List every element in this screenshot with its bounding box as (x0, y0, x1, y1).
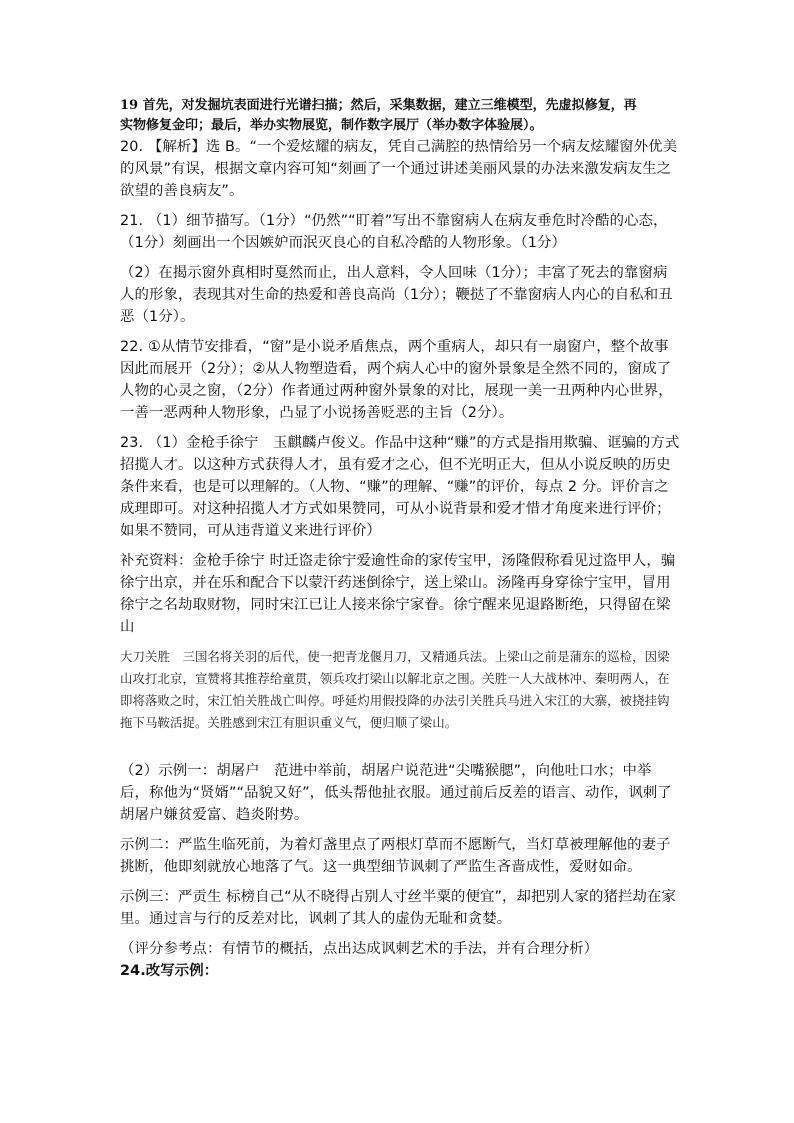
answer-document (120, 96, 680, 982)
answer-19 (120, 96, 680, 136)
scoring-note: （评分参考点：有情节的概括，点出达成讽刺艺术的手法，并有合理分析） (120, 941, 599, 957)
answer-21-part-2: （2）在揭示窗外真相时戛然而止，出人意料，令人回味（1分）；丰富了死去的靠窗病人的形象，表现其对生命的热爱和善良高尚（1分）；鞭挞了不靠窗病人内心的自私和丑恶（1分）。 (120, 265, 673, 325)
answer-20: 20. 【解析】选 B。“一个爱炫耀的病友，凭自己满腔的热情给另一个病友炫耀窗外优美的风景”有误，根据文章内容可知“刻画了一个通过讲述美丽风景的办法来激发病友生之欲望的善良病友”。 (120, 139, 678, 199)
answer-23-part-2: （2）示例一：胡屠户 范进中举前，胡屠户说范进“尖嘴猴腮”，向他吐口水；中举后，称他为“贤婿”“品貌又好”，低头帮他扯衣服。通过前后反差的语言、动作，讽刺了胡屠户嫌贫爱富、趋炎附势。 (120, 763, 672, 823)
example-3: 示例三：严贡生 标榜自己“从不晓得占别人寸丝半粟的便宜”，却把别人家的猪拦劫在家里。通过言与行的反差对比，讽刺了其人的虚伪无耻和贪婪。 (120, 889, 676, 927)
answer-21-part-1: 21. （1）细节描写。（1分）“仍然”“盯着”写出不靠窗病人在病友垂危时冷酷的心态，（1分）刻画出一个因嫉妒而泯灭良心的自私冷酷的人物形象。（1分） (120, 213, 668, 251)
answer-19-line-2: 实物修复金印；最后，举办实物展览，制作数字展厅（举办数字体验展）。 (120, 118, 543, 133)
supplement-guan-sheng: 大刀关胜 三国名将关羽的后代，使一把青龙偃月刀，又精通兵法。上梁山之前是蒲东的巡检，因梁山攻打北京，宣赞将其推荐给童贯，领兵攻打梁山以解北京之围。关胜一人大战林冲、秦明两人，在即将落败之时，宋江怕关胜战亡叫停。呼延灼用假投降的办法引关胜兵马进入宋江的大寨，被挠挂钩拖下马鞍活捉。关胜感到宋江有胆识重义气，便归顺了梁山。 (120, 649, 670, 730)
answer-24-heading: 24.改写示例： (120, 963, 219, 979)
answer-23-part-1: 23. （1）金枪手徐宁 玉麒麟卢俊义。作品中这种“赚”的方式是指用欺骗、诓骗的方式招揽人才。以这种方式获得人才，虽有爱才之心，但不光明正大，但从小说反映的历史条件来看，也是可以理解的。（人物、“赚”的理解、“赚”的评价，每点 2 分。评价言之成理即可。对这种招揽人才方式如果赞同，可从小说背景和爱才惜才角度来进行评价；如果不赞同，可从违背道义来进行评价） (120, 435, 680, 539)
answer-22: 22. ①从情节安排看，“窗”是小说矛盾焦点，两个重病人，却只有一扇窗户，整个故事因此而展开（2分）；②从人物塑造看，两个病人心中的窗外景象是全然不同的，窗成了人物的心灵之窗，（2分）作者通过两种窗外景象的对比，展现一美一丑两种内心世界，一善一恶两种人物形象，凸显了小说扬善贬恶的主旨（2分）。 (120, 339, 673, 421)
example-2: 示例二：严监生临死前，为着灯盏里点了两根灯草而不愿断气，当灯草被理解他的妻子挑断，他即刻就放心地落了气。这一典型细节讽刺了严监生吝啬成性，爱财如命。 (120, 837, 671, 875)
answer-19-line-1: 19 首先，对发掘坑表面进行光谱扫描；然后，采集数据，建立三维模型，先虚拟修复，再 (120, 98, 637, 113)
supplement-xu-ning: 补充资料：金枪手徐宁 时迁盗走徐宁爱逾性命的家传宝甲，汤隆假称看见过盗甲人，骗徐宁出京，并在乐和配合下以蒙汗药迷倒徐宁，送上梁山。汤隆再身穿徐宁宝甲，冒用徐宁之名劫取财物，同时宋江已让人接来徐宁家眷。徐宁醒来见退路断绝，只得留在梁山 (120, 553, 676, 635)
